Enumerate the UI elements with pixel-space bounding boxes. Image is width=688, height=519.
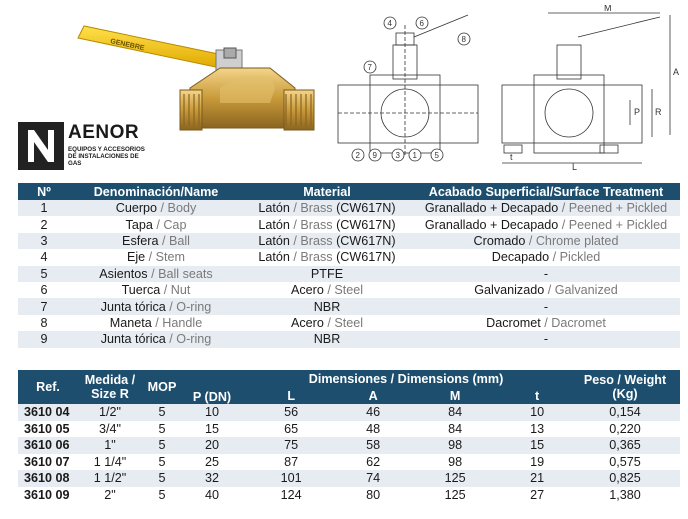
header-dimensions-group: Dimensiones / Dimensions (mm) [242, 370, 570, 387]
material-material [242, 331, 412, 347]
header-treatment: Acabado Superficial/Surface Treatment [412, 183, 680, 200]
material-material [242, 282, 412, 298]
material-en: / Brass [289, 217, 333, 232]
aenor-n-icon [18, 122, 64, 170]
dimension-row [18, 437, 680, 454]
material-treatment [412, 249, 680, 265]
material-name [70, 200, 242, 216]
material-en: / Brass [289, 233, 333, 248]
material-es: PTFE [310, 266, 344, 281]
name-en: / Handle [151, 315, 203, 330]
cell-m: 98 [448, 454, 463, 469]
cell-p: 40 [204, 487, 219, 502]
cell-t: 27 [530, 487, 545, 502]
cell-a: 46 [340, 404, 406, 421]
name-en: / Ball [158, 233, 190, 248]
material-material [242, 315, 412, 331]
cell-mop: 5 [158, 487, 166, 502]
cell-t: 21 [504, 470, 570, 487]
material-row [18, 216, 680, 232]
cell-m: 98 [406, 437, 504, 454]
cell-p: 25 [204, 454, 219, 469]
cell-ref: 3610 09 [24, 487, 70, 502]
material-row [18, 200, 680, 216]
header-p: P (DN) [182, 370, 242, 404]
name-en: / Nut [160, 283, 191, 298]
treatment-en: / Peened + Pickled [558, 217, 668, 232]
dimension-row [18, 487, 680, 504]
header-number: Nº [18, 183, 70, 200]
name-en: / Ball seats [147, 266, 213, 281]
cell-l: 56 [242, 404, 340, 421]
product-header [0, 0, 688, 175]
cell-w: 1,380 [609, 487, 641, 502]
material-row [18, 298, 680, 314]
cell-t: 19 [530, 454, 545, 469]
dimensions-table [18, 370, 680, 503]
material-treatment [412, 216, 680, 232]
material-number: 8 [40, 315, 48, 330]
cell-size: 2" [104, 487, 116, 502]
cell-size: 1 1/2" [78, 470, 142, 487]
cell-size: 3/4" [99, 421, 121, 436]
material-en: / Steel [323, 315, 364, 330]
cell-w: 0,220 [609, 421, 641, 436]
material-number: 2 [40, 217, 48, 232]
material-name [70, 298, 242, 314]
material-number: 6 [40, 283, 48, 298]
callout-6: 6 [419, 19, 424, 28]
material-material [242, 200, 412, 216]
cell-ref: 3610 05 [24, 421, 70, 436]
treatment-es: Cromado [473, 233, 526, 248]
material-row [18, 282, 680, 298]
name-en: / Body [157, 201, 197, 216]
handle-text: GENEBRE [109, 38, 145, 53]
header-a: A [340, 387, 406, 404]
material-number: 7 [18, 298, 70, 314]
cell-l: 87 [284, 454, 299, 469]
aenor-brand: AENOR [68, 122, 140, 143]
header-weight: Peso / Weight (Kg) [570, 370, 680, 404]
treatment-es: Decapado [491, 250, 550, 265]
material-material [242, 233, 412, 249]
callout-8: 8 [461, 35, 466, 44]
material-en: / Steel [323, 283, 364, 298]
treatment-en: / Peened + Pickled [558, 201, 668, 216]
aenor-subtitle: EQUIPOS Y ACCESORIOS DE INSTALACIONES DE GAS [68, 146, 145, 167]
material-treatment [412, 266, 680, 282]
material-name [70, 249, 242, 265]
cell-w: 0,365 [570, 437, 680, 454]
treatment-es: - [543, 299, 549, 314]
material-es: NBR [313, 299, 341, 314]
cell-p: 10 [182, 404, 242, 421]
dim-l: L [572, 162, 578, 170]
material-material [242, 249, 412, 265]
material-name [70, 282, 242, 298]
dimension-row [18, 404, 680, 421]
treatment-en: / Pickled [549, 250, 601, 265]
name-es: Tuerca [121, 283, 161, 298]
cell-w: 0,825 [570, 470, 680, 487]
material-treatment [412, 233, 680, 249]
materials-table [18, 183, 680, 348]
header-mop: MOP [142, 370, 182, 404]
material-treatment [412, 298, 680, 314]
cell-a: 58 [340, 437, 406, 454]
material-material [242, 216, 412, 232]
cell-size: 1/2" [78, 404, 142, 421]
material-treatment [412, 331, 680, 347]
cell-mop: 5 [142, 470, 182, 487]
name-es: Junta tórica [100, 332, 166, 347]
cell-a: 80 [366, 487, 381, 502]
name-en: / O-ring [165, 332, 212, 347]
material-name [70, 216, 242, 232]
material-material [242, 266, 412, 282]
material-name [70, 266, 242, 282]
cell-w: 0,575 [609, 454, 641, 469]
dimension-row [18, 421, 680, 438]
material-number: 9 [18, 331, 70, 347]
cell-t: 10 [504, 404, 570, 421]
header-t: t [504, 387, 570, 404]
treatment-es: Granallado + Decapado [424, 201, 559, 216]
cell-m: 84 [406, 404, 504, 421]
treatment-en: / Chrome plated [525, 233, 619, 248]
dimension-row [18, 470, 680, 487]
callout-5: 5 [434, 151, 439, 160]
dim-p: P [634, 107, 641, 117]
callout-7: 7 [367, 63, 372, 72]
cell-m: 125 [406, 470, 504, 487]
cell-a: 62 [366, 454, 381, 469]
treatment-en: / Galvanized [544, 283, 618, 298]
name-en: / O-ring [165, 299, 212, 314]
cell-m: 125 [444, 487, 466, 502]
material-code: (CW617N) [332, 250, 396, 265]
material-es: NBR [313, 332, 341, 347]
material-es: Acero [290, 283, 324, 298]
name-es: Tapa [125, 217, 153, 232]
cell-l: 124 [280, 487, 302, 502]
cell-p: 20 [182, 437, 242, 454]
materials-header [18, 183, 680, 200]
dimensions-body [18, 404, 680, 503]
material-row [18, 331, 680, 347]
callout-4: 4 [387, 19, 392, 28]
material-name [70, 233, 242, 249]
name-es: Asientos [99, 266, 148, 281]
header-material: Material [242, 183, 412, 200]
material-treatment [412, 315, 680, 331]
material-row [18, 266, 680, 282]
material-number: 1 [18, 200, 70, 216]
callout-3: 3 [395, 151, 400, 160]
material-code: (CW617N) [332, 217, 396, 232]
treatment-es: - [543, 332, 549, 347]
treatment-es: Granallado + Decapado [424, 217, 559, 232]
cell-size: 1 1/4" [93, 454, 127, 469]
header-size [78, 370, 142, 404]
name-es: Eje [126, 250, 146, 265]
dim-t: t [510, 152, 513, 162]
callout-2: 2 [355, 151, 360, 160]
material-material [242, 298, 412, 314]
cell-mop: 5 [142, 437, 182, 454]
dim-a: A [673, 67, 680, 77]
material-code: (CW617N) [332, 233, 396, 248]
name-en: / Cap [152, 217, 187, 232]
cell-size: 1" [78, 437, 142, 454]
header-name: Denominación/Name [70, 183, 242, 200]
dimension-drawing [490, 5, 685, 170]
header-m: M [406, 387, 504, 404]
cell-w: 0,154 [570, 404, 680, 421]
material-treatment [412, 200, 680, 216]
material-es: Latón [258, 233, 290, 248]
treatment-en: / Dacromet [540, 315, 606, 330]
cell-t: 13 [530, 421, 545, 436]
material-es: Acero [290, 315, 324, 330]
cell-l: 75 [242, 437, 340, 454]
material-en: / Brass [289, 201, 333, 216]
cell-ref: 3610 08 [18, 470, 78, 487]
material-row [18, 315, 680, 331]
cell-l: 101 [242, 470, 340, 487]
cell-mop: 5 [158, 454, 166, 469]
material-number: 3 [18, 233, 70, 249]
treatment-es: Dacromet [486, 315, 541, 330]
callout-1: 1 [412, 151, 417, 160]
name-es: Junta tórica [100, 299, 166, 314]
cell-mop: 5 [142, 404, 182, 421]
callout-9: 9 [372, 151, 377, 160]
cell-p: 32 [182, 470, 242, 487]
material-es: Latón [258, 217, 290, 232]
cell-l: 65 [284, 421, 299, 436]
name-es: Cuerpo [115, 201, 158, 216]
header-l: L [242, 387, 340, 404]
name-es: Esfera [122, 233, 159, 248]
material-number: 4 [40, 250, 48, 265]
material-es: Latón [258, 201, 290, 216]
material-number: 5 [18, 266, 70, 282]
cell-t: 15 [504, 437, 570, 454]
treatment-es: Galvanizado [474, 283, 545, 298]
cell-mop: 5 [158, 421, 166, 436]
section-drawing [330, 5, 490, 170]
material-name [70, 331, 242, 347]
dim-r: R [655, 107, 662, 117]
material-row [18, 249, 680, 265]
header-ref: Ref. [18, 370, 78, 404]
cell-p: 15 [204, 421, 219, 436]
dim-m: M [604, 5, 612, 13]
material-en: / Brass [289, 250, 333, 265]
treatment-es: - [543, 266, 549, 281]
material-code: (CW617N) [332, 201, 396, 216]
material-name [70, 315, 242, 331]
cell-ref: 3610 04 [18, 404, 78, 421]
material-es: Latón [258, 250, 290, 265]
cell-m: 84 [448, 421, 463, 436]
name-en: / Stem [145, 250, 186, 265]
cell-ref: 3610 06 [18, 437, 78, 454]
material-treatment [412, 282, 680, 298]
cell-a: 48 [366, 421, 381, 436]
cell-a: 74 [340, 470, 406, 487]
name-es: Maneta [109, 315, 152, 330]
material-row [18, 233, 680, 249]
header-size-label: Medida / Size R [84, 373, 136, 401]
materials-body [18, 200, 680, 348]
dimensions-header-row-1 [18, 370, 680, 387]
dimension-row [18, 454, 680, 471]
aenor-certification-logo [18, 122, 144, 172]
cell-ref: 3610 07 [24, 454, 70, 469]
